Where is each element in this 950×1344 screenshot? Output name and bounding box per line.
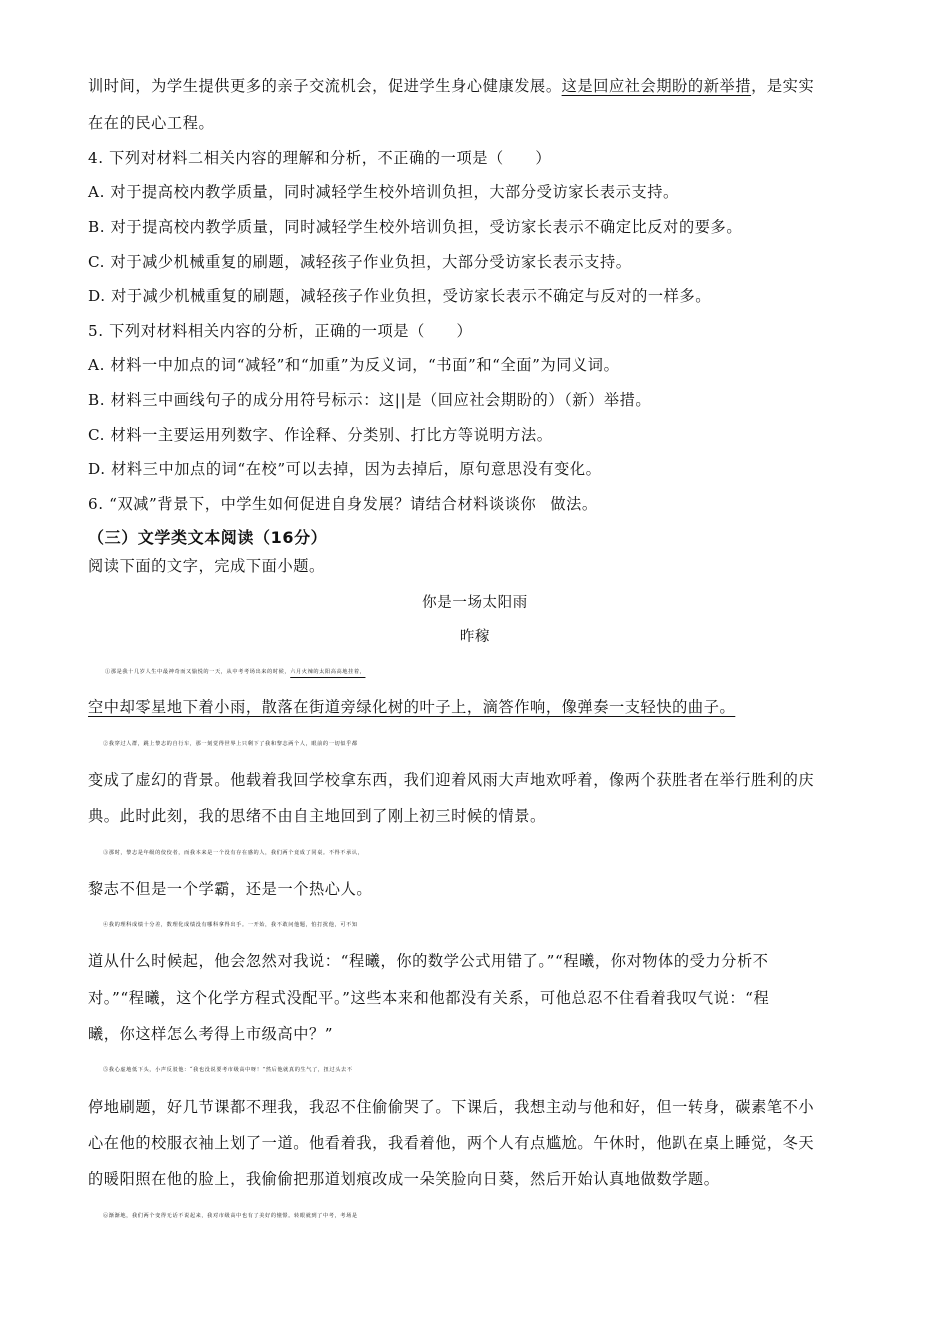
paragraph-5-line-2: 停地刷题，好几节课都不理我，我忍不住偷偷哭了。下课后，我想主动与他和好，但一转身，碳素笔不小 [88,1098,815,1116]
material3-line-1-end: ，是实实 [751,77,815,95]
question-4-option-d: D. 对于减少机械重复的刷题，减轻孩子作业负担，受访家长表示不确定与反对的一样多。 [88,287,712,305]
paragraph-4-line-3: 对。”“程曦，这个化学方程式没配平。”这些本来和他都没有关系，可他总忍不住看着我叹气说：“程 [88,989,770,1007]
paragraph-5-line-1: ⑤我心虚地低下头，小声反驳他：“我也没说要考市级高中呀！”然后他就真的生气了，扭过头去不 [103,1067,353,1073]
question-5-option-d: D. 材料三中加点的词“在校”可以去掉，因为去掉后，原句意思没有变化。 [88,460,602,478]
paragraph-1-underlined-part-2: 空中却零星地下着小雨，散落在街道旁绿化树的叶子上，滴答作响，像弹奏一支轻快的曲子。 [88,698,736,716]
section-instruction: 阅读下面的文字，完成下面小题。 [88,557,325,575]
paragraph-6-line-1: ⑥渐渐地，我们两个变得无话不说起来，我对市级高中也有了美好的憧憬。转眼就到了中考，考场是 [103,1213,358,1219]
material3-line-1 [88,75,878,97]
question-6-stem [88,493,878,515]
paragraph-5-line-3: 心在他的校服衣袖上划了一道。他看着我，我看着他，两个人有点尴尬。午休时，他趴在桌上睡觉，冬天 [88,1134,815,1152]
paragraph-1-underlined-part-1: 六月火辣的太阳高高地挂着， [290,669,366,675]
question-4-option-a: A. 对于提高校内教学质量，同时减轻学生校外培训负担，大部分受访家长表示支持。 [88,183,679,201]
paragraph-1-text: ①那是我十几岁人生中最神奇而又愉悦的一天，从中考考场出来的时候， [105,669,291,675]
question-4-stem: 4. 下列对材料二相关内容的理解和分析，不正确的一项是（ ） [88,149,552,167]
question-6-stem-part-1: 6. “双减”背景下，中学生如何促进自身发展？请结合材料谈谈你 [88,495,537,513]
paragraph-1-line-1 [103,661,893,683]
paragraph-4-line-2: 道从什么时候起，他会忽然对我说：“程曦，你的数学公式用错了。”“程曦，你对物体的受力分析不 [88,952,769,970]
paragraph-5-line-4: 的暖阳照在他的脸上，我偷偷把那道划痕改成一朵笑脸向日葵，然后开始认真地做数学题。 [88,1170,720,1188]
paragraph-3-line-2: 黎志不但是一个学霸，还是一个热心人。 [88,880,373,898]
story-title: 你是一场太阳雨 [422,595,528,611]
paragraph-2-line-1: ②我穿过人群，跳上黎志的自行车，那一刻觉得世界上只剩下了我和黎志两个人，眼前的一切似乎都 [103,741,358,747]
question-5-option-b: B. 材料三中画线句子的成分用符号标示：这||是（回应社会期盼的）（新）举措。 [88,391,652,409]
question-5-option-a: A. 材料一中加点的词“减轻”和“加重”为反义词，“书面”和“全面”为同义词。 [88,356,620,374]
material3-underlined-sentence: 这是回应社会期盼的新举措 [561,77,752,95]
paragraph-4-line-4: 曦，你这样怎么考得上市级高中？” [88,1025,334,1043]
material3-line-1-text: 训时间，为学生提供更多的亲子交流机会，促进学生身心健康发展。 [88,77,562,95]
section-heading: （三）文学类文本阅读（16分） [88,528,328,547]
question-4-option-b: B. 对于提高校内教学质量，同时减轻学生校外培训负担，受访家长表示不确定比反对的要多。 [88,218,743,236]
paragraph-2-line-2: 变成了虚幻的背景。他载着我回学校拿东西，我们迎着风雨大声地欢呼着，像两个获胜者在举行胜利的庆 [88,771,815,789]
paragraph-3-line-1: ③那时，黎志是年级的佼佼者，而我本来是一个没有存在感的人，我们两个竟成了同桌。不得不承认， [103,850,364,856]
question-5-stem: 5. 下列对材料相关内容的分析，正确的一项是（ ） [88,322,473,340]
material3-line-2: 在在的民心工程。 [88,114,215,132]
question-6-stem-part-2: 做法。 [550,495,598,513]
paragraph-4-line-1: ④我的理科成绩十分差，数理化成绩没有哪科拿得出手。一开始，我不敢问他题，怕打扰他，可不知 [103,922,358,928]
question-5-option-c: C. 材料一主要运用列数字、作诠释、分类别、打比方等说明方法。 [88,426,553,444]
paragraph-2-line-3: 典。此时此刻，我的思绪不由自主地回到了刚上初三时候的情景。 [88,807,546,825]
story-author: 昨稼 [459,629,491,645]
question-4-option-c: C. 对于减少机械重复的刷题，减轻孩子作业负担，大部分受访家长表示支持。 [88,253,632,271]
